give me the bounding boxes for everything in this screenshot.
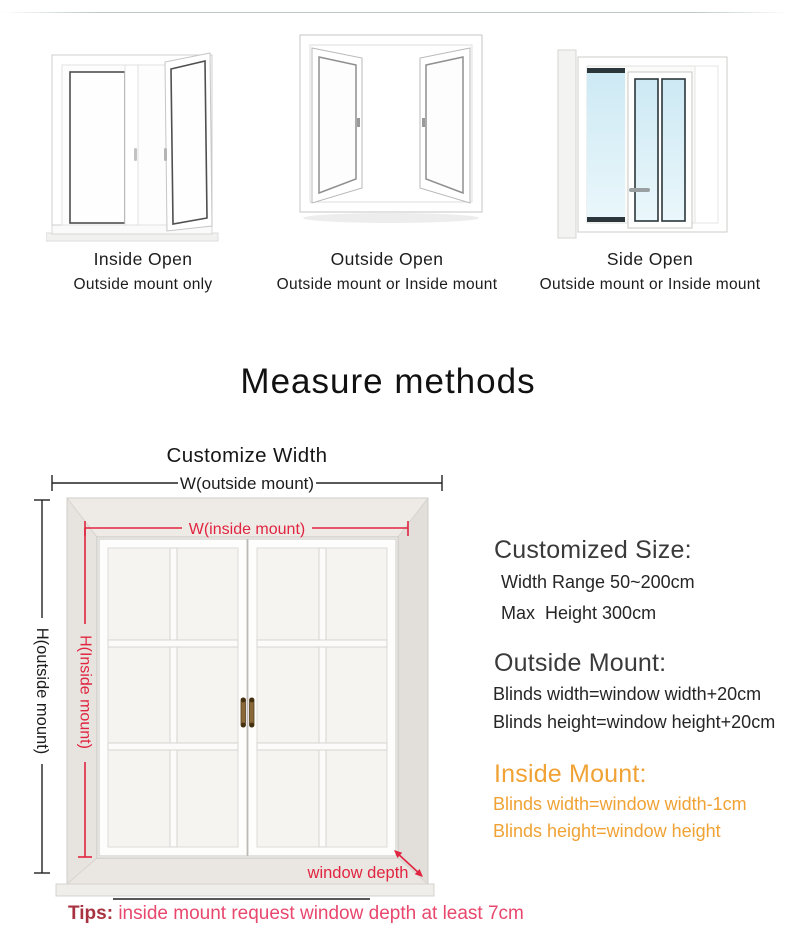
tips-line <box>68 903 524 925</box>
left-sash-glass <box>319 57 356 193</box>
side-open-window-illustration <box>552 42 732 242</box>
right-door <box>248 539 396 856</box>
tips-label: Tips: <box>68 903 114 924</box>
window-type-subtitle: Outside mount only <box>73 276 213 293</box>
fixed-pane-glass <box>587 68 625 222</box>
window-type-title: Outside Open <box>330 249 444 269</box>
inside-open-window-illustration <box>46 48 221 243</box>
tips-text: inside mount request window depth at least 7cm <box>113 903 524 924</box>
inside-mount-width-rule: Blinds width=window width-1cm <box>493 794 747 814</box>
open-sash-glass <box>171 61 207 224</box>
h-inside-label: H(Inside mount) <box>76 635 94 749</box>
top-divider <box>0 12 790 13</box>
sliding-sash-glass-left <box>635 79 658 221</box>
outside-mount-width-rule: Blinds width=window width+20cm <box>493 684 762 704</box>
inside-mount-height-rule: Blinds height=window height <box>493 821 721 841</box>
h-outside-label: H(outside mount) <box>33 627 51 755</box>
window-type-label-3 <box>540 249 761 294</box>
sliding-sash-glass-right <box>662 79 685 221</box>
window-type-subtitle: Outside mount or Inside mount <box>539 276 761 293</box>
outside-open-window-illustration <box>296 30 486 226</box>
fixed-pane-glass <box>70 72 125 223</box>
window-type-subtitle: Outside mount or Inside mount <box>276 276 498 293</box>
right-sash-glass <box>426 57 463 193</box>
left-sash-handle <box>357 118 360 127</box>
outside-mount-heading: Outside Mount: <box>494 649 667 677</box>
mullion-handle <box>134 148 137 161</box>
measure-diagram <box>20 440 470 910</box>
window-depth-label: window depth <box>307 864 409 882</box>
sash-handle <box>164 148 167 161</box>
sliding-handle <box>629 188 650 192</box>
window-type-title: Side Open <box>606 249 694 269</box>
customized-size-heading: Customized Size: <box>494 536 692 564</box>
window-type-title: Inside Open <box>93 249 193 269</box>
w-outside-label: W(outside mount) <box>179 474 315 493</box>
measured-window-illustration <box>56 498 434 899</box>
window-type-label-1 <box>74 249 213 294</box>
window-sill <box>56 884 434 896</box>
left-door <box>99 539 247 856</box>
outside-mount-height-rule: Blinds height=window height+20cm <box>493 712 776 732</box>
width-range-text: Width Range 50~200cm <box>501 572 695 592</box>
right-sash-handle <box>422 118 425 127</box>
max-height-text: Max Height 300cm <box>501 603 657 623</box>
diagram-title: Customize Width <box>166 444 328 467</box>
side-jamb <box>558 50 576 238</box>
w-inside-label: W(inside mount) <box>188 521 306 538</box>
window-type-label-2 <box>277 249 498 294</box>
inside-mount-heading: Inside Mount: <box>494 760 647 788</box>
open-gap <box>695 66 718 223</box>
section-title: Measure methods <box>240 362 536 401</box>
